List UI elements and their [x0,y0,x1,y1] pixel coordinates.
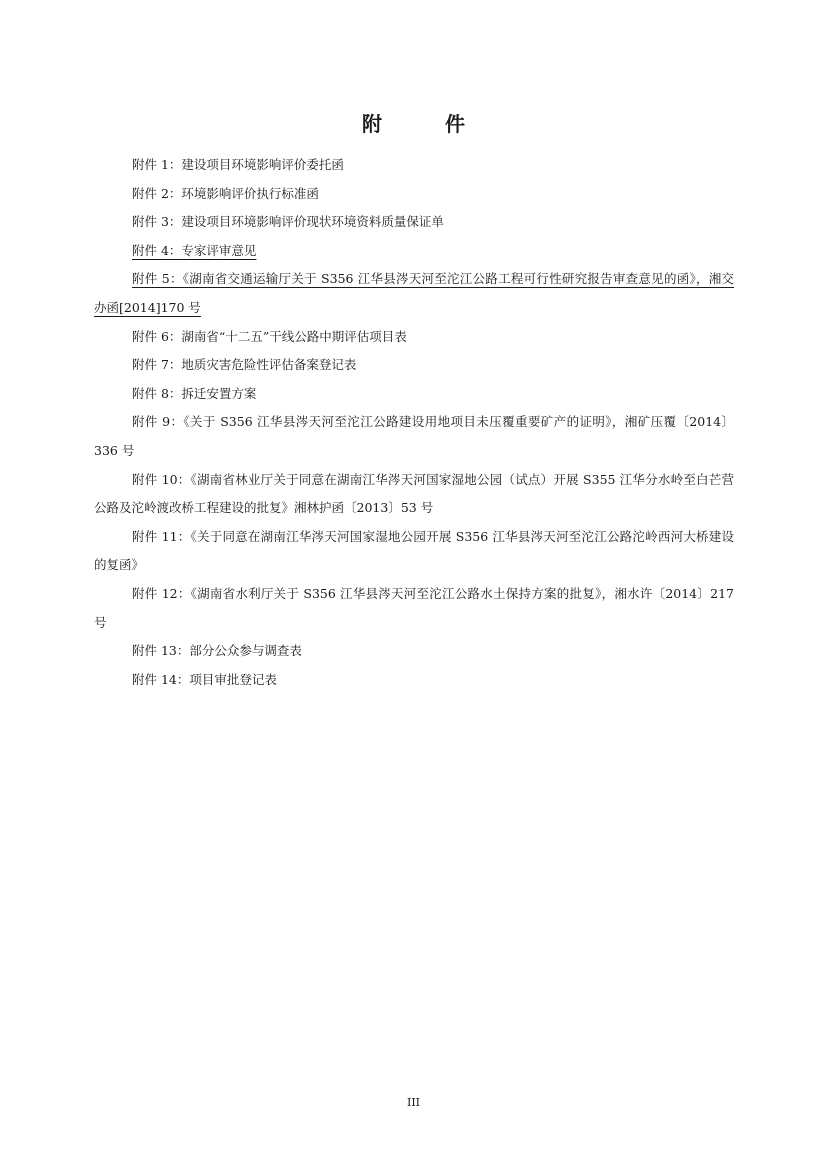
attachment-item-4-link[interactable]: 附件 4：专家评审意见 [132,242,257,258]
attachment-item-13: 附件 13：部分公众参与调查表 [132,643,302,659]
attachment-item-12: 附件 12：《湖南省水利厅关于 S356 江华县涔天河至沱江公路水土保持方案的批复》，湘水许〔2014〕217 号 [94,585,734,630]
attachment-item-2: 附件 2：环境影响评价执行标准函 [132,185,319,201]
attachment-item-11: 附件 11：《关于同意在湖南江华涔天河国家湿地公园开展 S356 江华县涔天河至沱江公路沱岭西河大桥建设的复函》 [94,528,734,573]
attachment-item-6: 附件 6：湖南省“十二五”干线公路中期评估项目表 [132,328,407,344]
attachment-item-10: 附件 10：《湖南省林业厅关于同意在湖南江华涔天河国家湿地公园（试点）开展 S355 江华分水岭至白芒营公路及沱岭渡改桥工程建设的批复》湘林护函〔2013〕53 号 [94,471,734,516]
attachment-list [94,151,734,694]
attachment-item-7: 附件 7：地质灾害危险性评估备案登记表 [132,357,357,373]
attachment-item-9: 附件 9：《关于 S356 江华县涔天河至沱江公路建设用地项目未压覆重要矿产的证明》，湘矿压覆〔2014〕336 号 [94,414,734,458]
page-number: III [406,1096,421,1109]
attachment-item-14: 附件 14：项目审批登记表 [132,671,277,687]
attachment-item-5-link[interactable]: 附件 5：《湖南省交通运输厅关于 S356 江华县涔天河至沱江公路工程可行性研究报告审查意见的函》，湘交办函[2014]170 号 [94,271,734,315]
attachment-item-8: 附件 8：拆迁安置方案 [132,385,257,401]
page-title: 附 件 [362,112,493,136]
attachment-item-1: 附件 1：建设项目环境影响评价委托函 [132,157,344,172]
attachment-item-3: 附件 3：建设项目环境影响评价现状环境资料质量保证单 [132,214,444,230]
